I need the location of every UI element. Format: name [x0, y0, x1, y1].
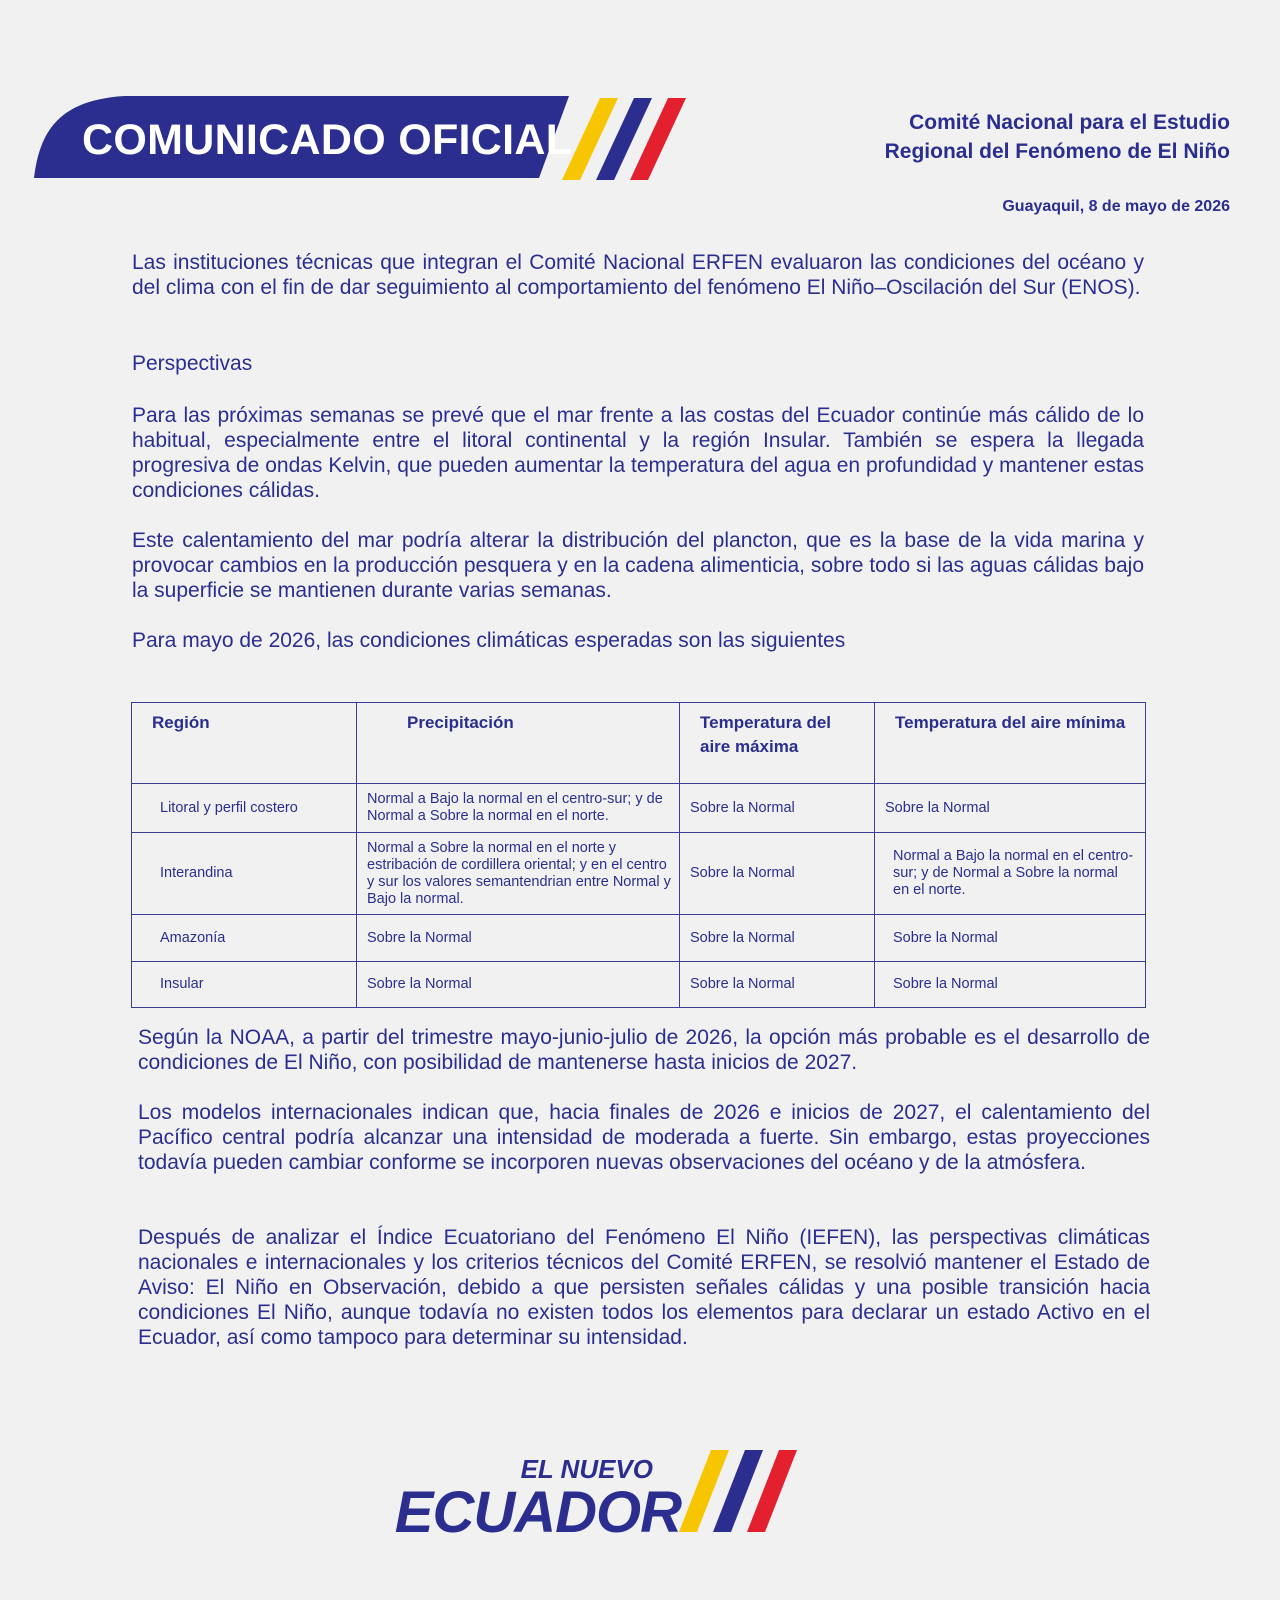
paragraph-6: Después de analizar el Índice Ecuatoriano del Fenómeno El Niño (IEFEN), las perspectivas climáticas nacionales e internacionales y los criterios técnicos del Comité ERFEN, se resolvió mantener el Estado de Aviso: El Niño en Observación, debido a que persisten señales cálidas y una posible transición hacia condiciones El Niño, aunque todavía no existen todos los elementos para declarar un estado Activo en el Ecuador, así como tampoco para determinar su intensidad.: [138, 1226, 1150, 1349]
cell-region: Insular: [132, 962, 357, 1008]
table-row: [132, 915, 1146, 962]
logo-graphic: [394, 1448, 815, 1545]
header-precipitation: Precipitación: [357, 703, 680, 784]
header-region: Región: [132, 703, 357, 784]
header-max-temp: Temperatura del aire máxima: [680, 703, 875, 784]
cell-max-temp: Sobre la Normal: [680, 833, 875, 915]
header-min-temp: Temperatura del aire mínima: [875, 703, 1146, 784]
el-nuevo-ecuador-logo: [394, 1448, 815, 1545]
cell-max-temp: Sobre la Normal: [680, 784, 875, 833]
cell-precipitation: Sobre la Normal: [357, 962, 680, 1008]
paragraph-4: Según la NOAA, a partir del trimestre mayo-junio-julio de 2026, la opción más probable es el desarrollo de condiciones de El Niño, con posibilidad de mantenerse hasta inicios de 2027.: [138, 1026, 1150, 1074]
committee-name: [885, 108, 1230, 166]
logo-text-big: ECUADOR: [394, 1480, 681, 1545]
committee-line-1: Comité Nacional para el Estudio: [909, 111, 1230, 134]
cell-region: Amazonía: [132, 915, 357, 962]
banner-title: COMUNICADO OFICIAL: [82, 116, 573, 164]
paragraph-5: Los modelos internacionales indican que, hacia finales de 2026 e inicios de 2027, el calentamiento del Pacífico central podría alcanzar una intensidad de moderada a fuerte. Sin embargo, estas proyecciones todavía pueden cambiar conforme se incorporen nuevas observaciones del océano y de la atmósfera.: [138, 1101, 1150, 1174]
paragraph-2: Este calentamiento del mar podría alterar la distribución del plancton, que es la base de la vida marina y provocar cambios en la producción pesquera y en la cadena alimenticia, sobre todo si las aguas cálidas bajo la superficie se mantienen durante varias semanas.: [132, 529, 1144, 602]
cell-region: Interandina: [132, 833, 357, 915]
logo-text-small: EL NUEVO: [520, 1454, 653, 1484]
section-heading: Perspectivas: [132, 352, 253, 375]
cell-min-temp: Sobre la Normal: [875, 962, 1146, 1008]
cell-precipitation: Normal a Bajo la normal en el centro-sur; y de Normal a Sobre la normal en el norte.: [357, 784, 680, 833]
conditions-table: [131, 702, 1146, 1008]
cell-max-temp: Sobre la Normal: [680, 962, 875, 1008]
cell-min-temp: Sobre la Normal: [875, 784, 1146, 833]
cell-min-temp: Normal a Bajo la normal en el centro-sur; y de Normal a Sobre la normal en el norte.: [875, 833, 1146, 915]
table-row: [132, 962, 1146, 1008]
paragraph-3: Para mayo de 2026, las condiciones climáticas esperadas son las siguientes: [132, 629, 846, 652]
cell-precipitation: Sobre la Normal: [357, 915, 680, 962]
committee-line-2: Regional del Fenómeno de El Niño: [884, 140, 1230, 163]
cell-region: Litoral y perfil costero: [132, 784, 357, 833]
cell-max-temp: Sobre la Normal: [680, 915, 875, 962]
table-header-row: [132, 703, 1146, 784]
document-date: Guayaquil, 8 de mayo de 2026: [1002, 198, 1230, 215]
cell-min-temp: Sobre la Normal: [875, 915, 1146, 962]
table-row: [132, 833, 1146, 915]
paragraph-1: Para las próximas semanas se prevé que el mar frente a las costas del Ecuador continúe más cálido de lo habitual, especialmente entre el litoral continental y la región Insular. También se espera la llegada progresiva de ondas Kelvin, que pueden aumentar la temperatura del agua en profundidad y mantener estas condiciones cálidas.: [132, 404, 1144, 502]
table-row: [132, 784, 1146, 833]
cell-precipitation: Normal a Sobre la normal en el norte y estribación de cordillera oriental; y en el centro y sur los valores semantendrian entre Normal y Bajo la normal.: [357, 833, 680, 915]
intro-paragraph: Las instituciones técnicas que integran el Comité Nacional ERFEN evaluaron las condiciones del océano y del clima con el fin de dar seguimiento al comportamiento del fenómeno El Niño–Oscilación del Sur (ENOS).: [132, 251, 1144, 299]
